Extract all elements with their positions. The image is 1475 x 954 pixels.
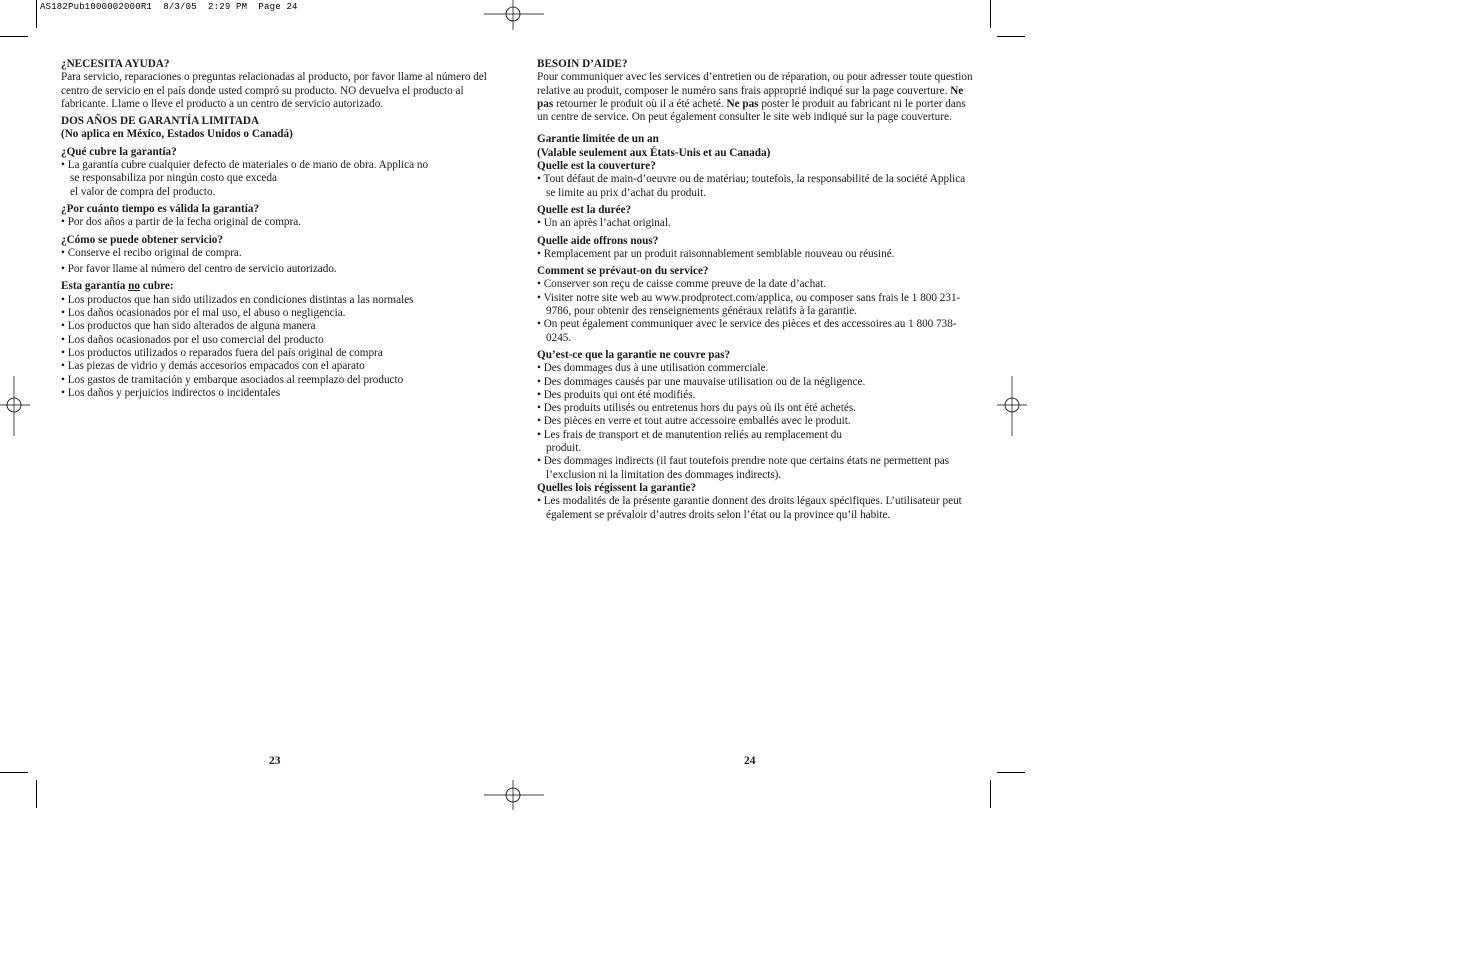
registration-mark: [484, 0, 544, 30]
besoin-body-1: Pour communiquer avec les services d’entretien ou de réparation, ou pour adresser toute question relative au produit, composer le numéro sans frais approprié indiqué sur la page couverture.: [537, 71, 973, 97]
necesita-body: Para servicio, reparaciones o preguntas relacionadas al producto, por favor llame al número del centro de servicio en el país donde usted compró su producto. NO devuelva el producto al fabricante. Llame o lleve el producto a un centro de servicio autorizado.: [61, 71, 487, 110]
crop-mark: [36, 0, 37, 28]
list-item: • Los daños ocasionados por el mal uso, el abuso o negligencia.: [61, 307, 346, 320]
ne-pas-1: Ne pas: [537, 84, 964, 110]
list-item: • Des dommages dus à une utilisation commerciale.: [537, 362, 769, 375]
list-item: • Visiter notre site web au www.prodprotect.com/applica, ou composer sans frais le 1 800 231-9786, pour obtenir des renseignements généraux relatifs à la garantie.: [537, 291, 961, 318]
list-item: • Remplacement par un produit raisonnablement semblable nouveau ou réusiné.: [537, 247, 895, 260]
print-slug: AS182Pub1000002000R1 8/3/05 2:29 PM Page 24: [40, 2, 298, 12]
q-aide-heading: Quelle aide offrons nous?: [537, 234, 659, 247]
list-item: • Des dommages causés par une mauvaise utilisation ou de la négligence.: [537, 375, 866, 388]
crop-mark: [997, 36, 1025, 37]
list-item: • Un an après l’achat original.: [537, 217, 671, 230]
crop-mark: [997, 772, 1025, 773]
list-item: • Los gastos de tramitación y embarque asociados al reemplazo del producto: [61, 373, 404, 386]
list-item: • Por favor llame al número del centro de servicio autorizado.: [61, 263, 337, 276]
list-item: • Los productos que han sido utilizados en condiciones distintas a las normales: [61, 293, 414, 306]
garantia-subheading: (No aplica en México, Estados Unidos o Canadá): [61, 128, 293, 141]
q-duree-heading: Quelle est la durée?: [537, 203, 632, 216]
list-item: • La garantía cubre cualquier defecto de materiales o de mano de obra. Applica no: [61, 159, 429, 172]
list-item: • Des produits qui ont été modifiés.: [537, 388, 696, 401]
registration-mark: [997, 376, 1027, 436]
crop-mark: [36, 780, 37, 808]
list-item: • On peut également communiquer avec le service des pièces et des accessoires au 1 800 738-0245.: [537, 318, 957, 344]
list-item: • Los daños ocasionados por el uso comercial del producto: [61, 333, 324, 346]
no-cubre-pre: Esta garantía: [61, 280, 129, 293]
list-item: • Los productos utilizados o reparados fuera del país original de compra: [61, 346, 383, 359]
list-item: • Los daños y perjuicios indirectos o incidentales: [61, 386, 281, 399]
list-item: • Tout défaut de main-d’oeuvre ou de matériau; toutefois, la responsabilité de la société Applica se limite au prix d’achat du produit.: [537, 173, 966, 199]
ne-pas-2: Ne pas: [726, 97, 759, 110]
crop-mark: [990, 0, 991, 28]
no-cubre-heading: [61, 280, 501, 293]
besoin-body: [537, 71, 977, 124]
registration-mark: [0, 376, 30, 436]
no-cubre-no: no: [128, 280, 140, 293]
list-item: • Conserver son reçu de caisse comme preuve de la date d’achat.: [537, 278, 827, 291]
list-item: • Les frais de transport et de manutention reliés au remplacement du produit.: [537, 428, 842, 455]
list-item-continuation: se responsabiliza por ningún costo que exceda: [70, 172, 277, 185]
list-item: • Los productos que han sido alterados de alguna manera: [61, 320, 316, 333]
registration-mark: [484, 780, 544, 810]
necesita-heading: ¿NECESITA AYUDA?: [61, 58, 170, 70]
besoin-body-3: poster le produit au fabricant ni le porter dans un centre de service. On peut également consulter le site web indiqué sur la page couverture.: [537, 97, 966, 124]
besoin-heading: BESOIN D’AIDE?: [537, 58, 628, 70]
q-couverture-heading: Quelle est la couverture?: [537, 160, 656, 173]
crop-mark: [0, 36, 28, 37]
list-item-continuation: el valor de compra del producto.: [70, 185, 216, 198]
besoin-body-2: retourner le produit où il a été acheté.: [553, 97, 727, 110]
page-number-left: 23: [269, 755, 281, 767]
list-item: • Des pièces en verre et tout autre accessoire emballés avec le produit.: [537, 415, 851, 428]
list-item: • Des produits utilisés ou entretenus hors du pays où ils ont été achetés.: [537, 402, 856, 415]
q-servicio-heading: ¿Cómo se puede obtener servicio?: [61, 233, 223, 246]
crop-mark: [990, 780, 991, 808]
q-tiempo-heading: ¿Por cuánto tiempo es válida la garantía?: [61, 202, 260, 215]
french-column: [537, 58, 977, 522]
q-cubre-heading: ¿Qué cubre la garantía?: [61, 145, 177, 158]
q-lois-heading: Quelles lois régissent la garantie?: [537, 481, 697, 494]
no-cubre-post: cubre:: [139, 280, 174, 293]
q-service-heading: Comment se prévaut-on du service?: [537, 265, 709, 278]
list-item: • Les modalités de la présente garantie donnent des droits légaux spécifiques. L’utilisateur peut également se prévaloir d’autres droits selon l’état ou la province qu’il habite.: [537, 495, 962, 521]
q-ne-couvre-pas-heading: Qu’est-ce que la garantie ne couvre pas?: [537, 348, 731, 361]
list-item: • Conserve el recibo original de compra.: [61, 246, 242, 259]
list-item: • Las piezas de vidrio y demás accesorios empacados con el aparato: [61, 360, 365, 373]
garantia-heading: DOS AÑOS DE GARANTÍA LIMITADA: [61, 115, 260, 128]
list-item: • Des dommages indirects (il faut toutefois prendre note que certains états ne permettent pas l’exclusion ni la limitation des dommages indirects).: [537, 455, 950, 481]
list-item: • Por dos años a partir de la fecha original de compra.: [61, 216, 302, 229]
garantie-heading: Garantie limitée de un an: [537, 133, 659, 146]
garantie-subheading: (Valable seulement aux États-Unis et au Canada): [537, 146, 771, 159]
spanish-column: [61, 58, 501, 400]
crop-mark: [0, 772, 28, 773]
page-number-right: 24: [744, 755, 756, 767]
